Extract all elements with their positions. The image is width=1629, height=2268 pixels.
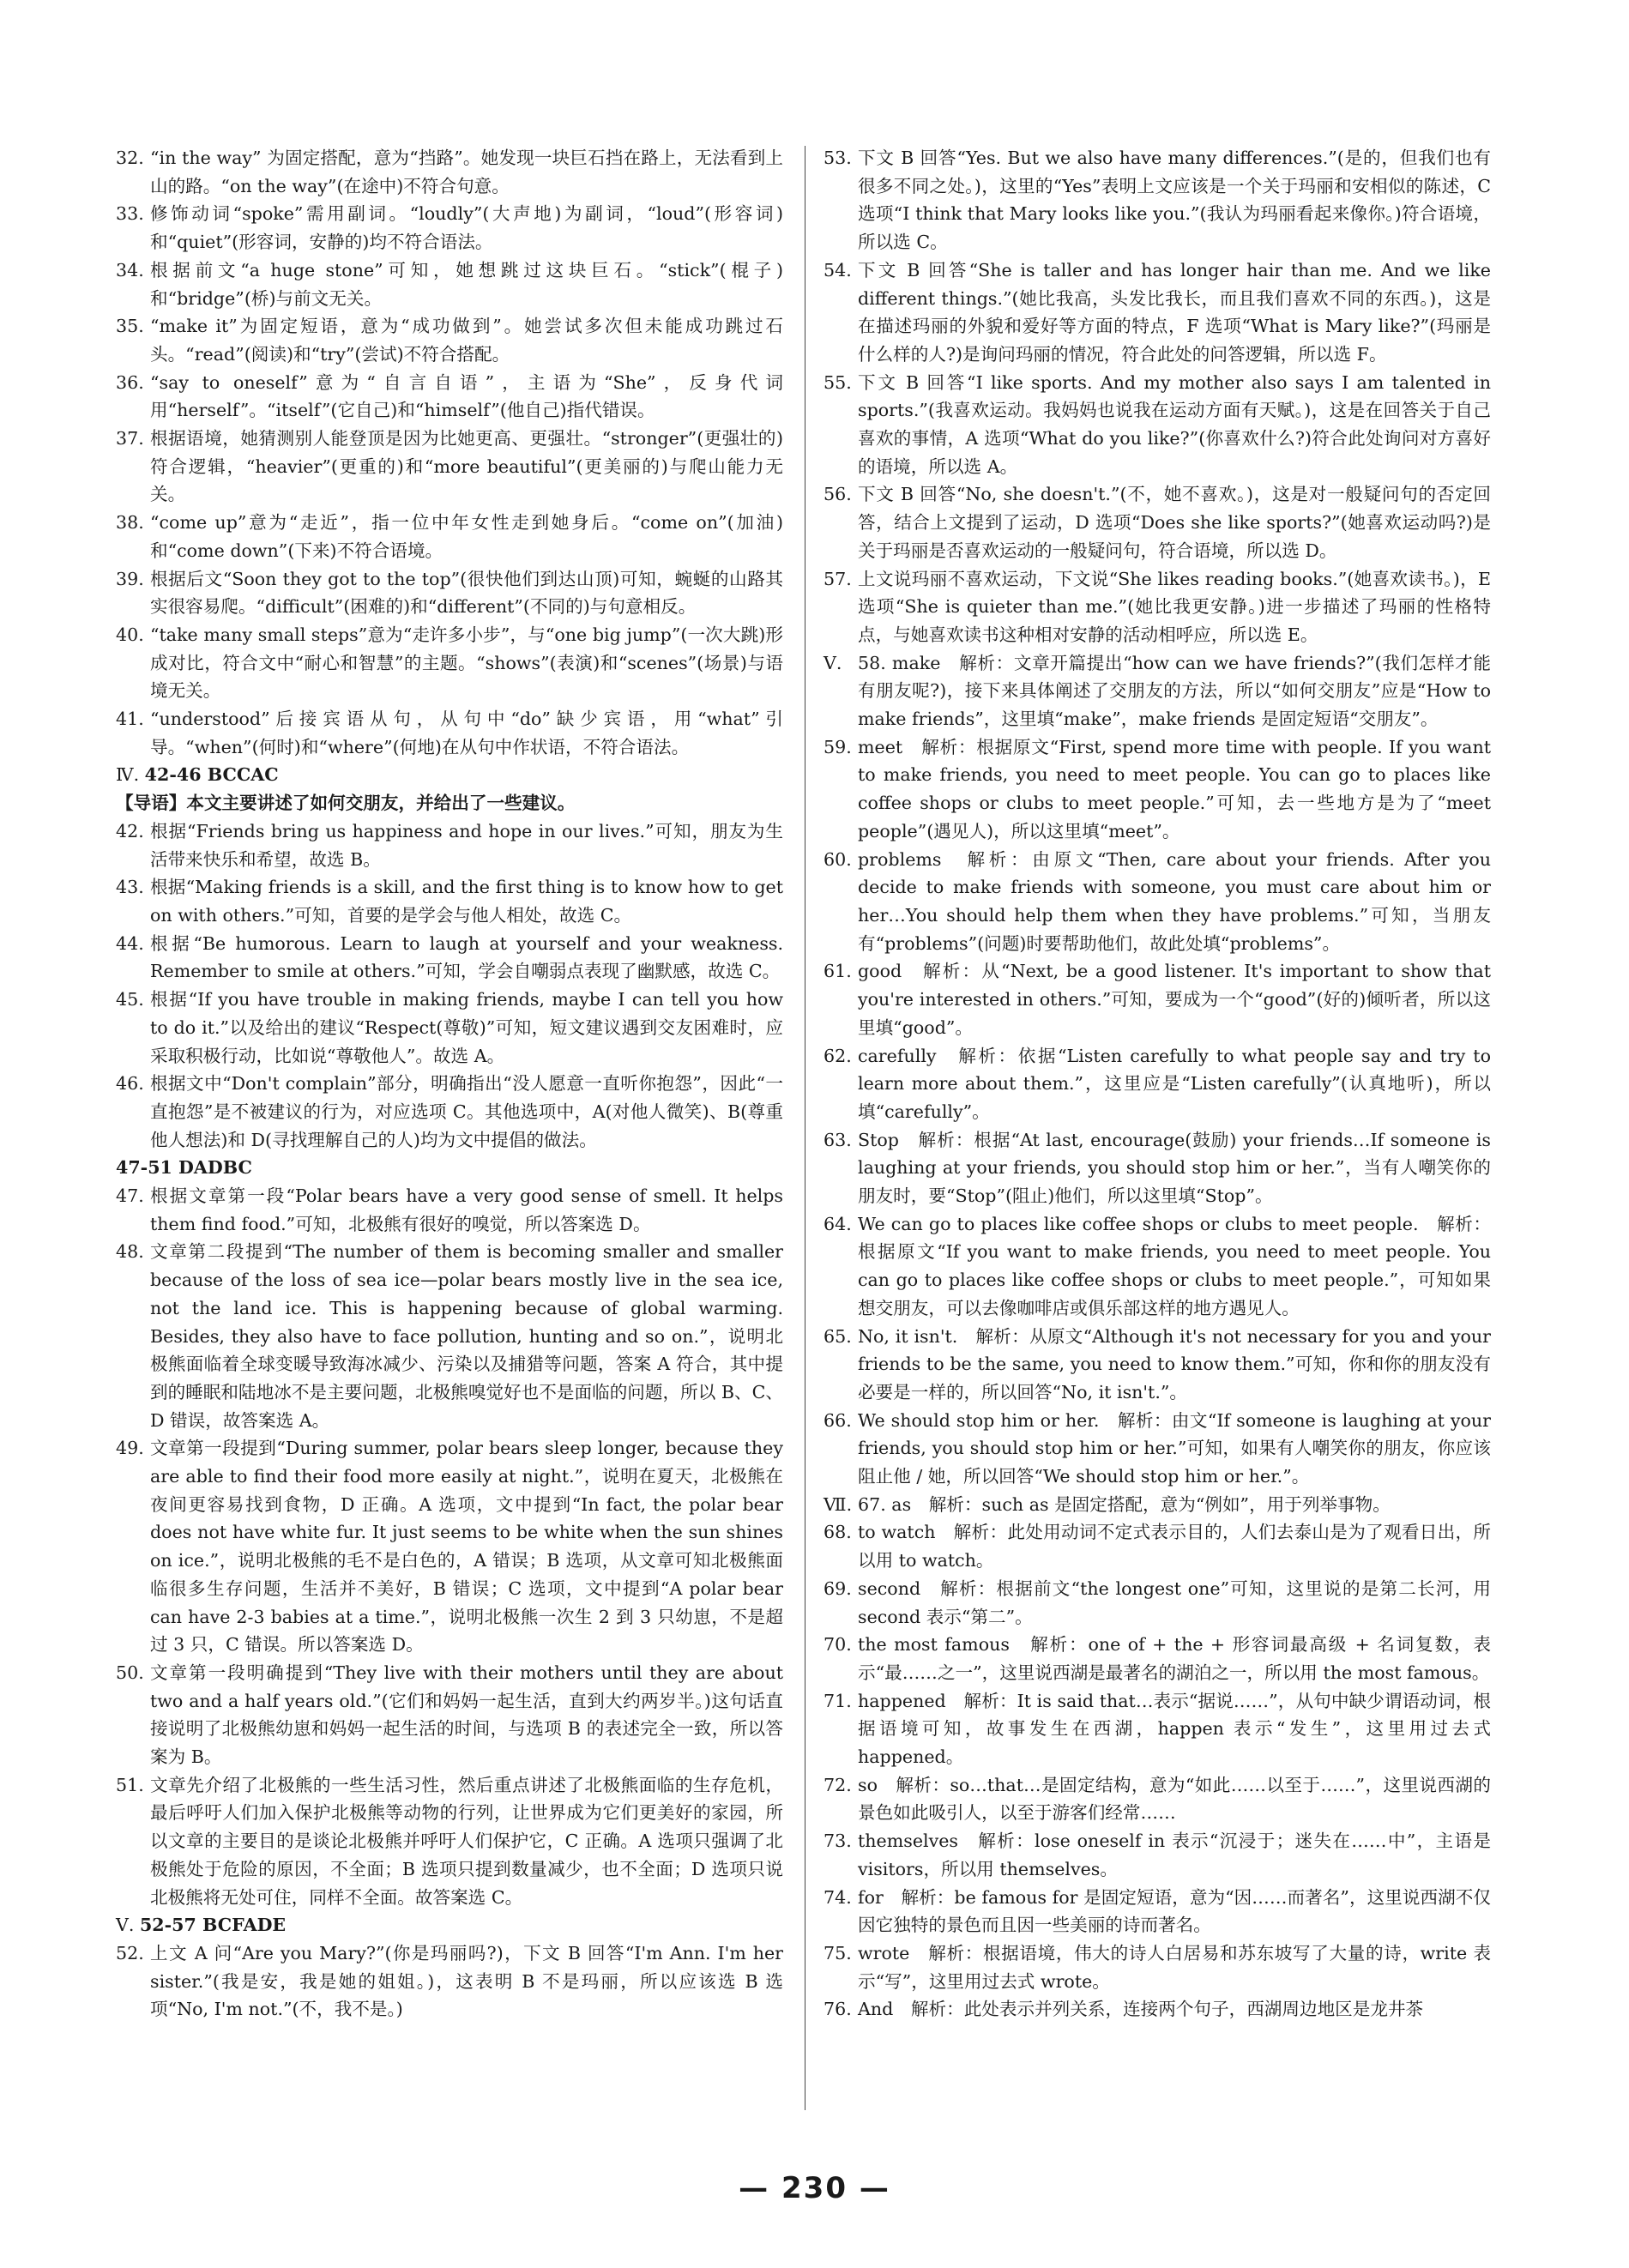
item-number: 69.	[824, 1577, 852, 1599]
item-text: second 解析：根据前文“the longest one”可知，这里说的是第二长河，用 second 表示“第二”。	[858, 1577, 1491, 1627]
answer-item	[824, 1518, 1491, 1574]
item-text: to watch 解析：此处用动词不定式表示目的，人们去泰山是为了观看日出，所以用 to watch。	[858, 1522, 1491, 1571]
item-text: meet 解析：根据原文“First, spend more time with people. If you want to make friends, you need to meet people. You can go to places like coffee shops or clubs to meet people.”可知，去一些地方是为了“meet people”(遇见人)，所以这里填“meet”。	[858, 736, 1491, 841]
item-text: carefully 解析：依据“Listen carefully to what people say and try to learn more about them.”，这里应是“Listen carefully”(认真地听)，所以填“carefully”。	[858, 1045, 1491, 1122]
item-text: “understood”后接宾语从句，从句中“do”缺少宾语，用“what”引导。“when”(何时)和“where”(何地)在从句中作状语，不符合语法。	[150, 709, 783, 757]
answer-item	[824, 1210, 1491, 1323]
answer-item	[116, 873, 783, 929]
item-number: 35.	[116, 316, 144, 337]
item-text: We should stop him or her. 解析：由文“If someone is laughing at your friends, you should stop him or her.”可知，如果有人嘲笑你的朋友，你应该阻止他 / 她，所以回答“We should stop him or her.”。	[858, 1409, 1491, 1487]
item-text: 文章第一段明确提到“They live with their mothers until they are about two and a half years old.”(它们和妈妈一起生活，直到大约两岁半。)这句话直接说明了北极熊幼崽和妈妈一起生活的时间，与选项 B 的表述完全一致，所以答案为 B。	[150, 1662, 783, 1768]
item-text: “say to oneself”意为“自言自语”，主语为“She”，反身代词用“herself”。“itself”(它自己)和“himself”(他自己)指代错误。	[150, 371, 783, 421]
answer-item	[824, 369, 1491, 481]
item-text: 下文 B 回答“I like sports. And my mother also says I am talented in sports.”(我喜欢运动。我妈妈也说我在运动方面有天赋。)，这是在回答关于自己喜欢的事情，A 选项“What do you like?”(你喜欢什么?)符合此处询问对方喜好的语境，所以选 A。	[858, 371, 1491, 477]
answer-item	[824, 144, 1491, 256]
section-heading	[116, 1911, 783, 1939]
item-number: 46.	[116, 1073, 144, 1095]
answer-item	[824, 1884, 1491, 1939]
answer-item	[824, 1491, 1491, 1519]
answer-item	[824, 1827, 1491, 1883]
item-text: 下文 B 回答“She is taller and has longer hair than me. And we like different things.”(她比我高，头发比我长，而且我们喜欢不同的东西。)，这是在描述玛丽的外貌和爱好等方面的特点，F 选项“What is Mary like?”(玛丽是什么样的人?)是询问玛丽的情况，符合此处的问答逻辑，所以选 F。	[858, 259, 1491, 365]
item-number: 38.	[116, 512, 144, 534]
answer-item	[824, 1323, 1491, 1407]
item-number: 36.	[116, 371, 144, 393]
answer-item	[116, 1070, 783, 1154]
item-number: 48.	[116, 1241, 144, 1263]
answer-item	[824, 480, 1491, 564]
answer-item	[116, 930, 783, 986]
item-text: 根据语境，她猜测别人能登顶是因为比她更高、更强壮。“stronger”(更强壮的)符合逻辑，“heavier”(更重的)和“more beautiful”(更美丽的)与爬山能力无关。	[150, 428, 783, 505]
answer-item	[824, 1687, 1491, 1771]
answer-item	[824, 649, 1491, 733]
item-number: 64.	[824, 1213, 852, 1234]
answer-item	[116, 621, 783, 705]
item-text: 文章第二段提到“The number of them is becoming smaller and smaller because of the loss of sea ice—polar bears mostly live in the sea ice, not the land ice. This is happening because of global warming. Besides, they also have to face pollution, hunting and so on.”，说明北极熊面临着全球变暖导致海冰减少、污染以及捕猎等问题，答案 A 符合，其中提到的睡眠和陆地冰不是主要问题，北极熊嗅觉好也不是面临的问题，所以 B、C、D 错误，故答案选 A。	[150, 1241, 783, 1431]
item-text: “make it”为固定短语，意为“成功做到”。她尝试多次但未能成功跳过石头。“read”(阅读)和“try”(尝试)不符合搭配。	[150, 316, 783, 365]
item-number: 57.	[824, 568, 852, 589]
item-number: 54.	[824, 259, 852, 280]
answer-item	[116, 1182, 783, 1238]
item-number: 70.	[824, 1634, 852, 1656]
item-number: 37.	[116, 428, 144, 449]
item-number: 68.	[824, 1522, 852, 1543]
left-column	[116, 144, 783, 2024]
item-number: 44.	[116, 932, 144, 954]
answer-item	[116, 312, 783, 368]
item-text: 47-51 DADBC	[116, 1157, 252, 1179]
answer-item	[824, 957, 1491, 1041]
item-text: 上文说玛丽不喜欢运动，下文说“She likes reading books.”(她喜欢读书。)，E 选项“She is quieter than me.”(她比我更安静。)进一步描述了玛丽的性格特点，与她喜欢读书这种相对安静的活动相呼应，所以选 E。	[858, 568, 1491, 645]
item-number: Ⅴ.	[824, 652, 842, 673]
item-text: Stop 解析：根据“At last, encourage(鼓励) your friends…If someone is laughing at your friends, you should stop him or her.”，当有人嘲笑你的朋友时，要“Stop”(阻止)他们，所以这里填“Stop”。	[858, 1129, 1491, 1207]
answer-item	[116, 986, 783, 1070]
item-text: 根据“Making friends is a skill, and the first thing is to know how to get on with others.”可知，首要的是学会与他人相处，故选 C。	[150, 877, 783, 926]
answer-item	[116, 1659, 783, 1771]
item-number: 72.	[824, 1774, 852, 1795]
item-number: 66.	[824, 1409, 852, 1431]
item-text: 根据“Friends bring us happiness and hope in our lives.”可知，朋友为生活带来快乐和希望，故选 B。	[150, 820, 783, 870]
answer-item	[824, 1126, 1491, 1210]
item-text: 52-57 BCFADE	[139, 1915, 287, 1936]
item-text: We can go to places like coffee shops or clubs to meet people. 解析：根据原文“If you want to make friends, you need to meet people. You can go to places like coffee shops or clubs to meet people.”，可知如果想交朋友，可以去像咖啡店或俱乐部这样的地方遇见人。	[858, 1213, 1491, 1318]
answer-item	[116, 817, 783, 873]
item-text: happened 解析：It is said that…表示“据说……”，从句中缺少谓语动词，根据语境可知，故事发生在西湖，happen 表示“发生”，这里用过去式 happened。	[858, 1690, 1491, 1768]
item-number: 59.	[824, 736, 852, 757]
item-text: problems 解析：由原文“Then, care about your friends. After you decide to make friends with someone, you must care about him or her…You should help them when they have problems.”可知，当朋友有“problems”(问题)时要帮助他们，故此处填“problems”。	[858, 848, 1491, 954]
item-text: so 解析：so…that…是固定结构，意为“如此……以至于……”，这里说西湖的景色如此吸引人，以至于游客们经常……	[858, 1774, 1491, 1824]
item-text: 下文 B 回答“No, she doesn't.”(不，她不喜欢。)，这是对一般疑问句的否定回答，结合上文提到了运动，D 选项“Does she like sports?”(她喜欢运动吗?)是关于玛丽是否喜欢运动的一般疑问句，符合语境，所以选 D。	[858, 484, 1491, 561]
item-text: “take many small steps”意为“走许多小步”，与“one big jump”(一次大跳)形成对比，符合文中“耐心和智慧”的主题。“shows”(表演)和“scenes”(场景)与语境无关。	[150, 624, 783, 702]
item-number: 47.	[116, 1185, 144, 1207]
item-number: 33.	[116, 203, 144, 225]
answer-item	[116, 565, 783, 621]
item-number: Ⅳ.	[116, 764, 140, 786]
item-number: 45.	[116, 989, 144, 1010]
answer-item	[824, 846, 1491, 958]
answer-item	[824, 1407, 1491, 1491]
answer-item	[824, 1995, 1491, 2024]
item-text: 根据“Be humorous. Learn to laugh at yourself and your weakness. Remember to smile at others.”可知，学会自嘲弱点表现了幽默感，故选 C。	[150, 932, 783, 982]
answer-item	[116, 1238, 783, 1434]
answer-item	[116, 1434, 783, 1659]
section-heading	[116, 789, 783, 817]
answer-item	[116, 509, 783, 564]
right-column	[824, 144, 1491, 2024]
item-text: 58. make 解析：文章开篇提出“how can we have friends?”(我们怎样才能有朋友呢?)，接下来具体阐述了交朋友的方法，所以“如何交朋友”应是“How to make friends”，这里填“make”，make friends 是固定短语“交朋友”。	[858, 652, 1491, 730]
item-text: the most famous 解析：one of + the + 形容词最高级 + 名词复数，表示“最……之一”，这里说西湖是最著名的湖泊之一，所以用 the most famous。	[858, 1634, 1491, 1683]
page-number: — 230 —	[739, 2171, 890, 2205]
answer-item	[824, 1771, 1491, 1827]
section-heading	[116, 761, 783, 789]
item-text: 根据前文“a huge stone”可知，她想跳过这块巨石。“stick”(棍子)和“bridge”(桥)与前文无关。	[150, 259, 783, 309]
item-number: 73.	[824, 1831, 852, 1852]
item-number: 74.	[824, 1886, 852, 1908]
item-text: 根据“If you have trouble in making friends, maybe I can tell you how to do it.”以及给出的建议“Respect(尊敬)”可知，短文建议遇到交友困难时，应采取积极行动，比如说“尊敬他人”。故选 A。	[150, 989, 783, 1066]
item-text: wrote 解析：根据语境，伟大的诗人白居易和苏东坡写了大量的诗，write 表示“写”，这里用过去式 wrote。	[858, 1943, 1491, 1992]
item-text: “in the way” 为固定搭配，意为“挡路”。她发现一块巨石挡在路上，无法看到上山的路。“on the way”(在途中)不符合句意。	[150, 148, 783, 196]
item-number: 42.	[116, 820, 144, 841]
item-number: 61.	[824, 961, 852, 982]
item-text: 根据文中“Don't complain”部分，明确指出“没人愿意一直听你抱怨”，因此“一直抱怨”是不被建议的行为，对应选项 C。其他选项中，A(对他人微笑)、B(尊重他人想法)和 D(寻找理解自己的人)均为文中提倡的做法。	[150, 1073, 783, 1150]
item-number: 63.	[824, 1129, 852, 1150]
item-number: Ⅶ.	[824, 1493, 853, 1515]
item-number: 40.	[116, 624, 144, 645]
item-number: 71.	[824, 1690, 852, 1711]
item-number: 41.	[116, 709, 144, 730]
answer-item	[824, 1042, 1491, 1126]
item-number: Ⅴ.	[116, 1915, 135, 1936]
answer-item	[116, 1939, 783, 2024]
answer-item	[116, 369, 783, 425]
answer-item	[824, 1939, 1491, 1995]
item-text: No, it isn't. 解析：从原文“Although it's not necessary for you and your friends to be the same, you need to know them.”可知，你和你的朋友没有必要是一样的，所以回答“No, it isn't.”。	[858, 1325, 1491, 1402]
answer-item	[824, 1631, 1491, 1686]
item-text: 根据文章第一段“Polar bears have a very good sense of smell. It helps them find food.”可知，北极熊有很好的嗅觉，所以答案选 D。	[150, 1185, 783, 1234]
answer-item	[116, 200, 783, 256]
answer-item	[824, 733, 1491, 846]
item-text: 修饰动词“spoke”需用副词。“loudly”(大声地)为副词，“loud”(形容词)和“quiet”(形容词，安静的)均不符合语法。	[150, 203, 783, 253]
item-text: good 解析：从“Next, be a good listener. It's important to show that you're interested in others.”可知，要成为一个“good”(好的)倾听者，所以这里填“good”。	[858, 961, 1491, 1038]
item-text: 【导语】本文主要讲述了如何交朋友，并给出了一些建议。	[116, 793, 576, 814]
answer-item	[116, 1771, 783, 1912]
item-number: 76.	[824, 1999, 852, 2020]
answer-item	[824, 565, 1491, 649]
item-text: 文章第一段提到“During summer, polar bears sleep longer, because they are able to find their food more easily at night.”，说明在夏天，北极熊在夜间更容易找到食物，D 正确。A 选项，文中提到“In fact, the polar bear does not have white fur. It just seems to be white when the sun shines on ice.”，说明北极熊的毛不是白色的，A 错误；B 选项，从文章可知北极熊面临很多生存问题，生活并不美好，B 错误；C 选项，文中提到“A polar bear can have 2-3 babies at a time.”，说明北极熊一次生 2 到 3 只幼崽，不是超过 3 只，C 错误。所以答案选 D。	[150, 1438, 783, 1656]
item-text: themselves 解析：lose oneself in 表示“沉浸于；迷失在……中”，主语是 visitors，所以用 themselves。	[858, 1831, 1491, 1879]
item-number: 75.	[824, 1943, 852, 1963]
item-text: And 解析：此处表示并列关系，连接两个句子，西湖周边地区是龙井茶	[858, 1999, 1424, 2020]
item-text: 根据后文“Soon they got to the top”(很快他们到达山顶)可知，蜿蜒的山路其实很容易爬。“difficult”(困难的)和“different”(不同的)与句意相反。	[150, 568, 783, 618]
item-number: 52.	[116, 1943, 144, 1963]
item-number: 34.	[116, 259, 144, 280]
answer-item	[116, 425, 783, 509]
answer-item	[824, 256, 1491, 369]
item-text: “come up”意为“走近”，指一位中年女性走到她身后。“come on”(加油)和“come down”(下来)不符合语境。	[150, 512, 783, 561]
item-number: 49.	[116, 1438, 144, 1459]
item-text: 42-46 BCCAC	[144, 764, 279, 786]
answer-item	[824, 1575, 1491, 1631]
item-text: 67. as 解析：such as 是固定搭配，意为“例如”，用于列举事物。	[858, 1493, 1391, 1515]
item-text: 文章先介绍了北极熊的一些生活习性，然后重点讲述了北极熊面临的生存危机，最后呼吁人们加入保护北极熊等动物的行列，让世界成为它们更美好的家园，所以文章的主要目的是谈论北极熊并呼吁人们保护它，C 正确。A 选项只强调了北极熊处于危险的原因，不全面；B 选项只提到数量减少，也不全面；D 选项只说北极熊将无处可住，同样不全面。故答案选 C。	[150, 1774, 783, 1908]
answer-item	[116, 705, 783, 761]
section-heading	[116, 1154, 783, 1182]
item-number: 32.	[116, 148, 144, 168]
item-number: 39.	[116, 568, 144, 589]
item-number: 53.	[824, 148, 852, 168]
item-text: 下文 B 回答“Yes. But we also have many differences.”(是的，但我们也有很多不同之处。)，这里的“Yes”表明上文应该是一个关于玛丽和安相似的陈述，C 选项“I think that Mary looks like you.”(我认为玛丽看起来像你。)符合语境，所以选 C。	[858, 148, 1491, 253]
item-text: 上文 A 问“Are you Mary?”(你是玛丽吗?)，下文 B 回答“I'm Ann. I'm her sister.”(我是安，我是她的姐姐。)，这表明 B 不是玛丽，所以应该选 B 选项“No, I'm not.”(不，我不是。)	[150, 1943, 783, 2020]
item-number: 43.	[116, 877, 144, 898]
answer-item	[116, 256, 783, 312]
item-number: 50.	[116, 1662, 144, 1683]
item-number: 60.	[824, 848, 852, 870]
answer-item	[116, 144, 783, 200]
item-text: for 解析：be famous for 是固定短语，意为“因……而著名”，这里说西湖不仅因它独特的景色而且因一些美丽的诗而著名。	[858, 1886, 1491, 1936]
item-number: 65.	[824, 1325, 852, 1347]
item-number: 56.	[824, 484, 852, 505]
item-number: 62.	[824, 1045, 852, 1066]
item-number: 51.	[116, 1774, 144, 1795]
item-number: 55.	[824, 371, 852, 393]
